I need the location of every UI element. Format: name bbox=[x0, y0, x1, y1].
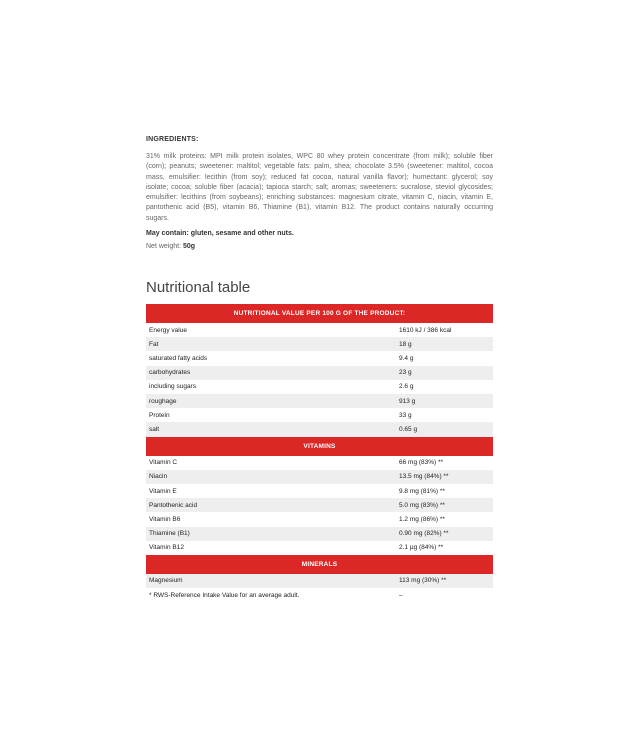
table-row bbox=[146, 470, 493, 484]
ingredients-line: sugars. bbox=[146, 214, 169, 222]
table-row bbox=[146, 337, 493, 351]
nutrient-value: 2.6 g bbox=[396, 380, 493, 394]
vitamin-name: Thiamine (B1) bbox=[146, 527, 396, 541]
table-header-row bbox=[146, 304, 493, 323]
ingredients-line: emulsifier: lecithins (from soybeans); enriching substances: magnesium citrate, vitamin C, niacin, vitamin E, bbox=[146, 194, 493, 202]
vitamin-name: Pantothenic acid bbox=[146, 498, 396, 512]
footnote-value: – bbox=[396, 588, 493, 602]
nutrient-name: roughage bbox=[146, 394, 396, 408]
table-row bbox=[146, 408, 493, 422]
nutrient-value: 9.4 g bbox=[396, 351, 493, 365]
nutrient-name: including sugars bbox=[146, 380, 396, 394]
allergen-warning: May contain: gluten, sesame and other nuts. bbox=[146, 230, 294, 238]
nutrient-value: 913 g bbox=[396, 394, 493, 408]
net-weight-value: 50g bbox=[182, 243, 196, 251]
nutrient-value: 33 g bbox=[396, 408, 493, 422]
table-row bbox=[146, 541, 493, 555]
table-row bbox=[146, 512, 493, 526]
net-weight bbox=[146, 243, 493, 250]
vitamin-name: Vitamin B6 bbox=[146, 512, 396, 526]
table-row bbox=[146, 351, 493, 365]
vitamin-value: 2.1 µg (84%) ** bbox=[396, 541, 493, 555]
nutrient-name: carbohydrates bbox=[146, 366, 396, 380]
table-row bbox=[146, 456, 493, 470]
ingredients-line: mass, emulsifier: lecithin (from soy); reduced fat cocoa, natural vanilla flavor); humectant: glycerol; soy bbox=[146, 173, 493, 181]
ingredients-line: isolate; cocoa; soluble fiber (acacia); tapioca starch; salt; aromas; sweeteners: sucralose, steviol glycosides; bbox=[146, 183, 493, 191]
ingredients-text bbox=[146, 152, 493, 224]
table-row bbox=[146, 394, 493, 408]
nutrient-name: saturated fatty acids bbox=[146, 351, 396, 365]
footnote-row bbox=[146, 588, 493, 602]
vitamin-value: 5.0 mg (83%) ** bbox=[396, 498, 493, 512]
ingredients-line: 31% milk proteins: MPI milk protein isolates, WPC 80 whey protein concentrate (from milk); soluble fiber bbox=[146, 153, 493, 160]
table-row bbox=[146, 574, 493, 588]
table-row bbox=[146, 323, 493, 337]
vitamin-value: 9.8 mg (81%) ** bbox=[396, 484, 493, 498]
nutritional-table-title: Nutritional table bbox=[146, 279, 251, 297]
vitamins-header: VITAMINS bbox=[146, 437, 493, 456]
footnote-text: * RWS-Reference Intake Value for an average adult. bbox=[146, 588, 396, 602]
minerals-header-row bbox=[146, 555, 493, 574]
vitamin-value: 66 mg (83%) ** bbox=[396, 456, 493, 470]
nutrient-name: salt bbox=[146, 422, 396, 436]
table-row bbox=[146, 527, 493, 541]
nutritional-table bbox=[146, 304, 493, 602]
vitamin-name: Niacin bbox=[146, 470, 396, 484]
minerals-header: MINERALS bbox=[146, 555, 493, 574]
table-row bbox=[146, 498, 493, 512]
vitamins-header-row bbox=[146, 437, 493, 456]
nutrient-value: 23 g bbox=[396, 366, 493, 380]
nutrient-name: Fat bbox=[146, 337, 396, 351]
product-description bbox=[146, 136, 493, 602]
table-row bbox=[146, 366, 493, 380]
ingredients-heading: INGREDIENTS: bbox=[146, 136, 199, 143]
nutrient-value: 0.65 g bbox=[396, 422, 493, 436]
vitamin-name: Vitamin E bbox=[146, 484, 396, 498]
nutrient-value: 18 g bbox=[396, 337, 493, 351]
nutrient-value: 1610 kJ / 386 kcal bbox=[396, 323, 493, 337]
mineral-value: 113 mg (30%) ** bbox=[396, 574, 493, 588]
vitamin-name: Vitamin C bbox=[146, 456, 396, 470]
vitamin-name: Vitamin B12 bbox=[146, 541, 396, 555]
nutrient-name: Protein bbox=[146, 408, 396, 422]
nutrient-name: Energy value bbox=[146, 323, 396, 337]
table-header: NUTRITIONAL VALUE PER 100 G OF THE PRODUCT: bbox=[146, 304, 493, 323]
table-row bbox=[146, 380, 493, 394]
ingredients-line: (corn); peanuts; sweetener: maltitol; vegetable fats: palm, shea; chocolate 3.5% (sweetener: maltitol, cocoa bbox=[146, 163, 493, 171]
vitamin-value: 1.2 mg (86%) ** bbox=[396, 512, 493, 526]
net-weight-label: Net weight: bbox=[146, 243, 182, 251]
vitamin-value: 0.90 mg (82%) ** bbox=[396, 527, 493, 541]
table-row bbox=[146, 422, 493, 436]
vitamin-value: 13.5 mg (84%) ** bbox=[396, 470, 493, 484]
mineral-name: Magnesium bbox=[146, 574, 396, 588]
ingredients-line: pantothenic acid (B5), vitamin B6, Thiamine (B1), vitamin B12. The product contains naturally occurring bbox=[146, 204, 493, 212]
table-row bbox=[146, 484, 493, 498]
